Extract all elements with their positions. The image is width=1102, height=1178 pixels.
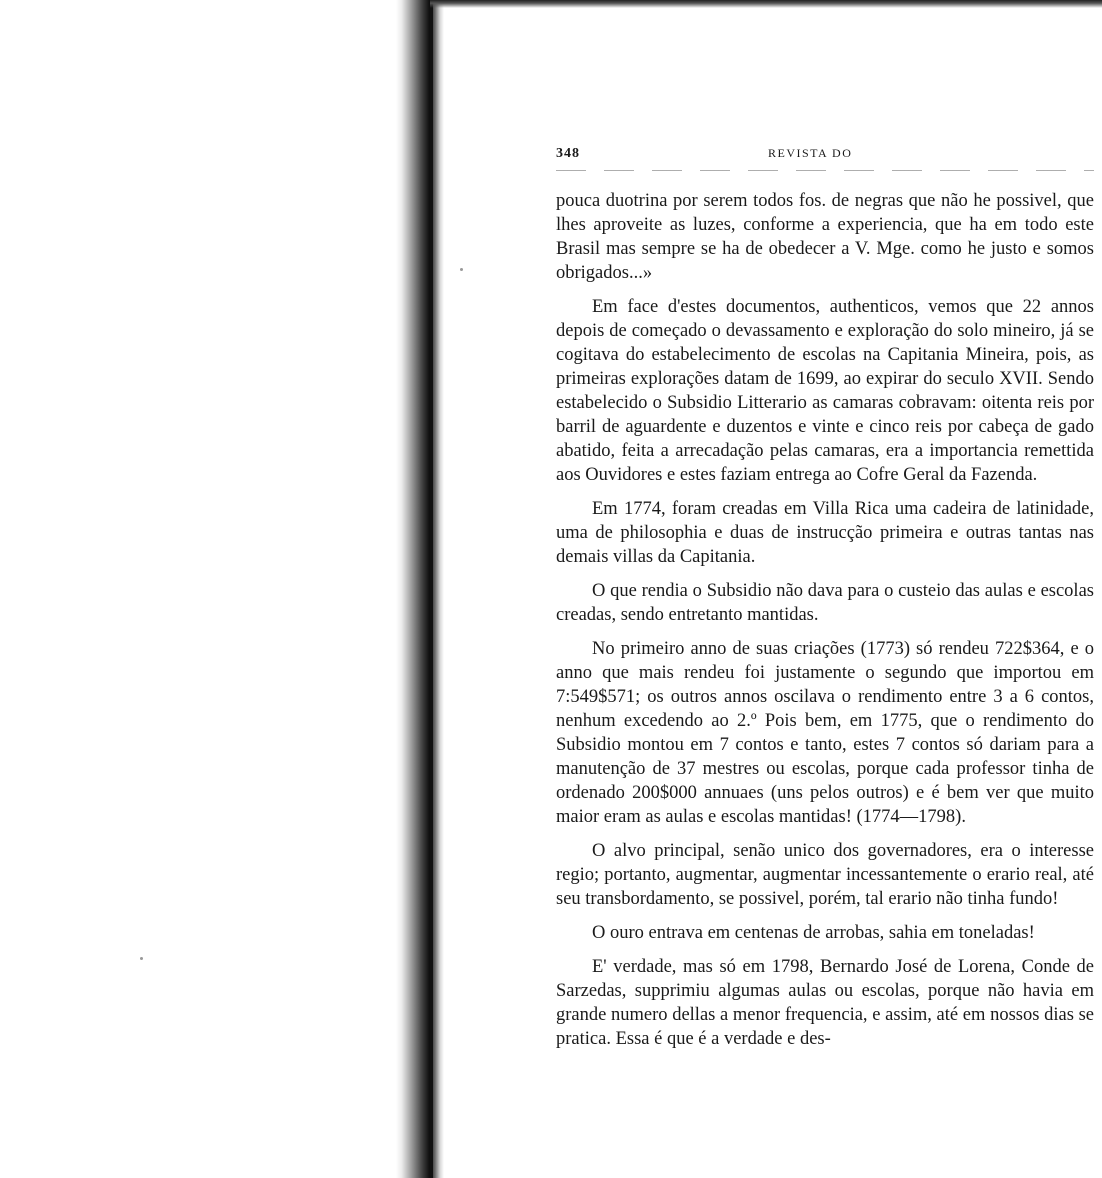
paragraph: O alvo principal, senão unico dos governadores, era o interesse regio; portanto, augmentar, augmentar incessantemente o erario real, até seu transbordamento, se possivel, porém, tal erario não tinha fundo! <box>556 841 1094 909</box>
book-gutter-shadow <box>396 0 444 1178</box>
paragraph: Em 1774, foram creadas em Villa Rica uma cadeira de latinidade, uma de philosophia e duas de instrucção primeira e outras tantas nas demais villas da Capitania. <box>556 499 1094 567</box>
paragraph: Em face d'estes documentos, authenticos, vemos que 22 annos depois de começado o devassamento e exploração do solo mineiro, já se cogitava do estabelecimento de escolas na Capitania Mineira, pois, as primeiras explorações datam de 1699, ao expirar do seculo XVII. Sendo estabelecido o Subsidio Litterario as camaras cobravam: oitenta reis por barril de aguardente e duzentos e vinte e cinco reis por cabeça de gado abatido, feita a arrecadação pelas camaras, era a importancia remettida aos Ouvidores e estes faziam entrega ao Cofre Geral da Fazenda. <box>556 297 1094 485</box>
book-binding-edge <box>430 0 433 1178</box>
paragraph: No primeiro anno de suas criações (1773) só rendeu 722$364, e o anno que mais rendeu foi justamente o segundo que importou em 7:549$571; os outros annos oscilava o rendimento entre 3 a 6 contos, nenhum excedendo ao 2.º Pois bem, em 1775, que o rendimento do Subsidio montou em 7 contos e tanto, estes 7 contos só dariam para a manutenção de 37 mestres ou escolas, porque cada professor tinha de ordenado 200$000 annuaes (uns pelos outros) e é bem ver que muito maior eram as aulas e escolas mantidas! (1774—1798). <box>556 639 1094 827</box>
document-page <box>556 140 1094 1061</box>
journal-title: REVISTA DO <box>768 146 853 160</box>
paragraph: O ouro entrava em centenas de arrobas, sahia em toneladas! <box>592 923 1035 943</box>
paragraph: O que rendia o Subsidio não dava para o custeio das aulas e escolas creadas, sendo entretanto mantidas. <box>556 581 1094 625</box>
page-number: 348 <box>556 146 580 161</box>
header-rule <box>556 170 1094 171</box>
body-text <box>556 189 1094 1051</box>
paper-speck <box>460 268 463 271</box>
paper-speck <box>140 957 143 960</box>
paragraph: E' verdade, mas só em 1798, Bernardo José de Lorena, Conde de Sarzedas, supprimiu algumas aulas ou escolas, porque não havia em grande numero dellas a menor frequencia, e assim, até em nossos dias se pratica. Essa é que é a verdade e des- <box>556 957 1094 1049</box>
paragraph-continuation: pouca duotrina por serem todos fos. de negras que não he possivel, que lhes aproveite as luzes, conforme a experiencia, que ha em todo este Brasil mas sempre se ha de obedecer a V. Mge. como he justo e somos obrigados...» <box>556 191 1094 283</box>
running-head <box>556 140 1094 166</box>
page-top-edge <box>430 0 1102 8</box>
